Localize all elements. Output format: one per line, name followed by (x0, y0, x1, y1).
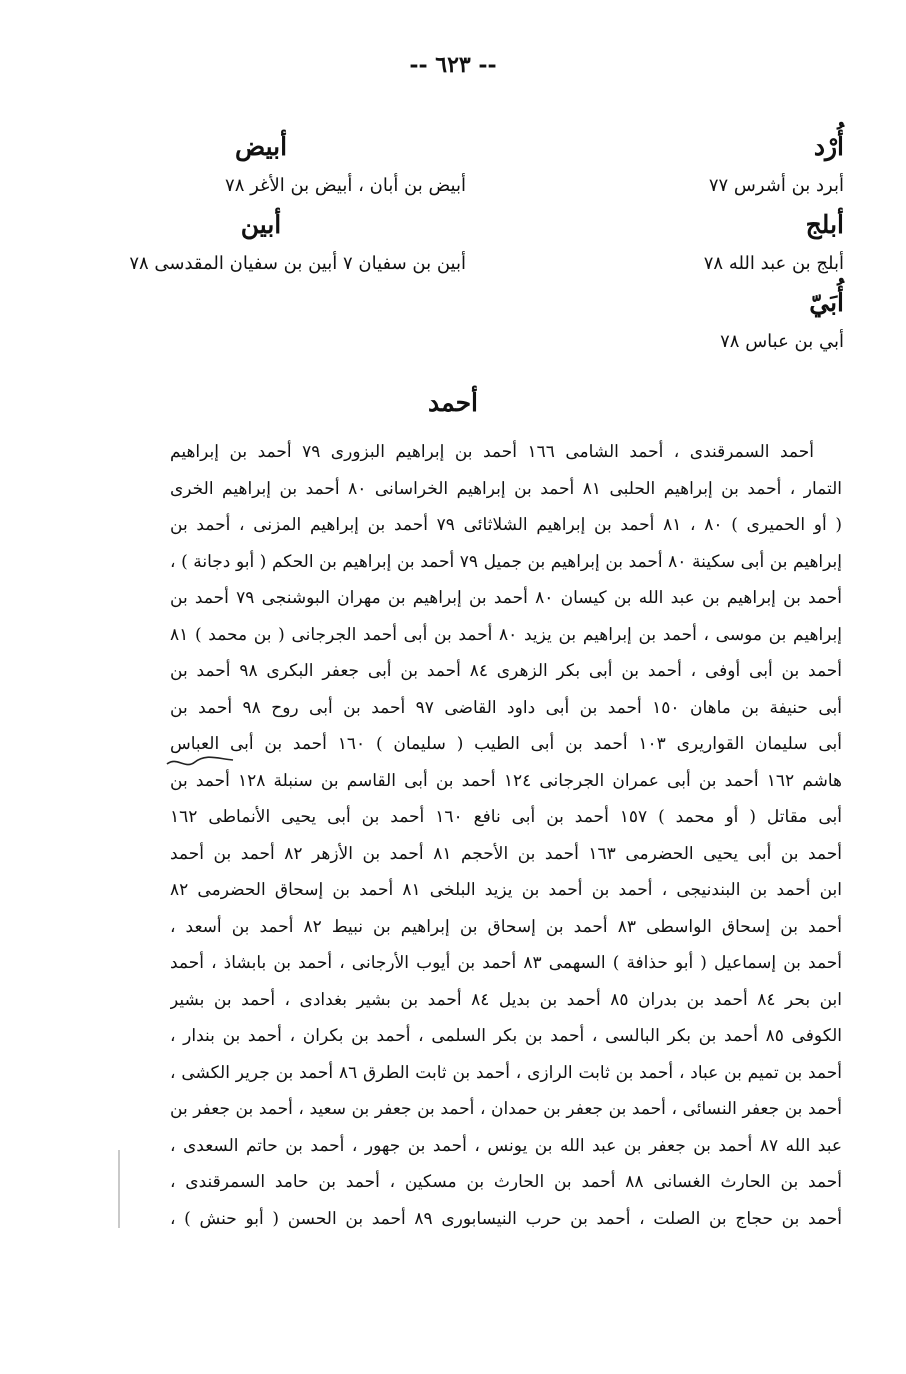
entry-heading: أبين (240, 210, 282, 239)
right-column-entries (544, 128, 844, 362)
index-line: أحمد بن الحارث الغسانى ٨٨ أحمد بن الحارث بن مسكين ، أحمد بن حامد السمرقندى ، (170, 1172, 842, 1192)
entry-line: أبين بن سفيان ٧ أبين بن سفيان المقدسى ٧٨ (129, 253, 466, 274)
index-line: ( أو الحميرى ) ٨٠ ، ٨١ أحمد بن إبراهيم الشلاثائى ٧٩ أحمد بن إبراهيم المزنى ، أحمد بن (170, 515, 842, 535)
index-line: أبى حنيفة بن ماهان ١٥٠ أحمد بن أبى داود القاضى ٩٧ أحمد بن أبى روح ٩٨ أحمد بن (170, 697, 842, 718)
entry-heading: أُرْد (813, 132, 844, 161)
index-line: عبد الله ٨٧ أحمد بن جعفر بن عبد الله بن يونس ، أحمد بن جهور ، أحمد بن حاتم السعدى ، (170, 1135, 842, 1156)
index-line: أحمد بن تميم بن عباد ، أحمد بن ثابت الرازى ، أحمد بن ثابت الطرق ٨٦ أحمد بن جرير الكشى ، (170, 1062, 842, 1083)
index-line: أبى مقاتل ( أو محمد ) ١٥٧ أحمد بن أبى نافع ١٦٠ أحمد بن أبى يحيى الأنماطى ١٦٢ (170, 807, 842, 827)
index-line: هاشم ١٦٢ أحمد بن أبى عمران الجرجانى ١٢٤ أحمد بن أبى القاسم بن سنبلة ١٢٨ أحمد بن (170, 770, 842, 791)
section-heading: أحمد (428, 388, 478, 417)
index-line: أحمد بن أبى يحيى الحضرمى ١٦٣ أحمد بن الأحجم ٨١ أحمد بن الأزهر ٨٢ أحمد بن أحمد (170, 843, 842, 864)
index-line: أحمد السمرقندى ، أحمد الشامى ١٦٦ أحمد بن إبراهيم البزورى ٧٩ أحمد بن إبراهيم (170, 442, 814, 462)
index-line: ابن أحمد بن البندنيجى ، أحمد بن أحمد بن يزيد البلخى ٨١ أحمد بن إسحاق الحضرمى ٨٢ (170, 880, 842, 900)
index-line: أحمد بن أبى أوفى ، أحمد بن أبى بكر الزهرى ٨٤ أحمد بن أبى جعفر البكرى ٩٨ أحمد بن (170, 661, 842, 681)
entry-line: أبرد بن أشرس ٧٧ (708, 175, 844, 196)
entry-line: أبيض بن أبان ، أبيض بن الأغر ٧٨ (225, 175, 466, 196)
entry-line: أبي بن عباس ٧٨ (720, 331, 844, 352)
index-line: أحمد بن إبراهيم بن عبد الله بن كيسان ٨٠ أحمد بن إبراهيم بن مهران البوشنجى ٧٩ أحمد بن (170, 588, 842, 608)
index-line: إبراهيم بن موسى ، أحمد بن إبراهيم بن يزيد ٨٠ أحمد بن أبى أحمد الجرجانى ( بن محمد ) ٨١ (170, 624, 842, 645)
margin-crease-mark (118, 1150, 120, 1228)
index-body (170, 434, 842, 1237)
index-line: إبراهيم بن أبى سكينة ٨٠ أحمد بن إبراهيم بن جميل ٧٩ أحمد بن إبراهيم بن الحكم ( أبو دجانة ) ، (170, 551, 842, 572)
index-line: أبى سليمان القواريرى ١٠٣ أحمد بن أبى الطيب ( سليمان ) ١٦٠ أحمد بن أبى العباس (170, 734, 842, 754)
pen-underline-mark (165, 750, 235, 774)
left-column-entries (129, 128, 466, 284)
index-line: أحمد بن حجاج بن الصلت ، أحمد بن حرب النيسابورى ٨٩ أحمد بن الحسن ( أبو حنش ) ، (170, 1208, 842, 1229)
index-line: ابن بحر ٨٤ أحمد بن بدران ٨٥ أحمد بن بديل ٨٤ أحمد بن بشير بغدادى ، أحمد بن بشير (170, 989, 842, 1010)
index-line: الكوفى ٨٥ أحمد بن بكر البالسى ، أحمد بن بكر السلمى ، أحمد بن بكران ، أحمد بن بندار ، (170, 1026, 842, 1046)
page-number: -- ٦٢٣ -- (409, 52, 497, 78)
entry-line: أبلج بن عبد الله ٧٨ (703, 253, 844, 274)
entry-heading: أبيض (234, 132, 288, 161)
index-line: أحمد بن جعفر النسائى ، أحمد بن جعفر بن حمدان ، أحمد بن جعفر بن سعيد ، أحمد بن جعفر بن (170, 1099, 842, 1119)
index-line: أحمد بن إسحاق الواسطى ٨٣ أحمد بن إسحاق بن إبراهيم بن نبيط ٨٢ أحمد بن أسعد ، (170, 916, 842, 937)
entry-heading: أبلج (805, 210, 844, 239)
entry-heading: أُبَيّ (809, 288, 844, 317)
index-line: أحمد بن إسماعيل ( أبو حذافة ) السهمى ٨٣ أحمد بن أيوب الأرجانى ، أحمد بن بابشاذ ، أحمد (170, 953, 842, 973)
index-line: التمار ، أحمد بن إبراهيم الحلبى ٨١ أحمد بن إبراهيم الخراسانى ٨٠ أحمد بن إبراهيم الخرى (170, 478, 842, 499)
